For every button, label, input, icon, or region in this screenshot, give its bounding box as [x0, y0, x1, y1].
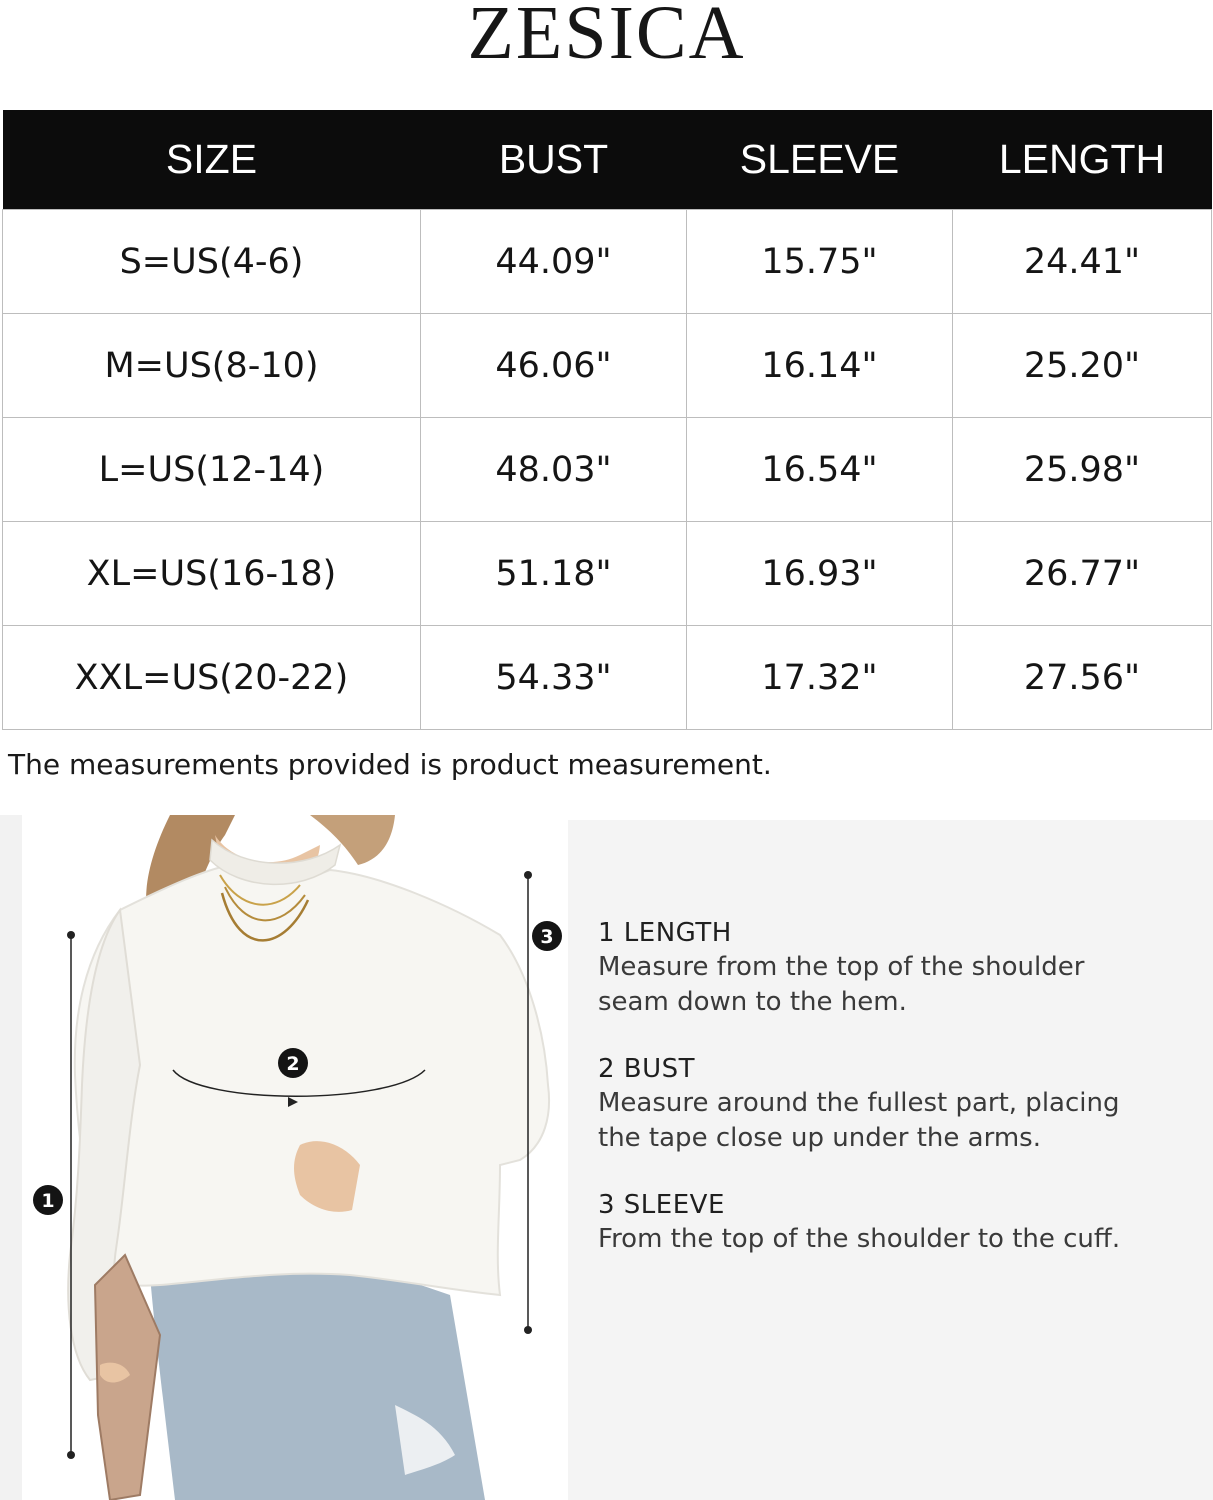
sleeve-measure-end	[524, 871, 532, 879]
marker-2	[278, 1048, 308, 1078]
table-row	[3, 418, 1212, 522]
bust-instruction-title: 2 BUST	[598, 1054, 696, 1084]
length-instruction-line: seam down to the hem.	[598, 987, 907, 1017]
column-header-size: SIZE	[3, 110, 421, 210]
table-row	[3, 314, 1212, 418]
size-cell: L=US(12-14)	[3, 418, 421, 522]
length-cell: 25.98"	[953, 418, 1212, 522]
sleeve-measure-end	[524, 1326, 532, 1334]
brand-logo: ZESICA	[467, 0, 746, 75]
length-cell: 25.20"	[953, 314, 1212, 418]
table-row	[3, 522, 1212, 626]
size-chart-table	[2, 110, 1212, 730]
sleeve-cell: 16.93"	[687, 522, 953, 626]
sweater	[75, 865, 549, 1295]
bust-cell: 51.18"	[421, 522, 687, 626]
model-illustration	[0, 815, 565, 1500]
photo-left-border	[0, 815, 22, 1500]
column-header-sleeve: SLEEVE	[687, 110, 953, 210]
length-instruction-line: Measure from the top of the shoulder	[598, 952, 1085, 982]
measurement-guide	[568, 820, 1213, 1500]
sleeve-cell: 16.54"	[687, 418, 953, 522]
model-photo	[0, 815, 565, 1500]
column-header-length: LENGTH	[953, 110, 1212, 210]
marker-3	[532, 921, 562, 951]
size-cell: M=US(8-10)	[3, 314, 421, 418]
bust-cell: 46.06"	[421, 314, 687, 418]
column-header-bust: BUST	[421, 110, 687, 210]
size-cell: XXL=US(20-22)	[3, 626, 421, 730]
size-cell: XL=US(16-18)	[3, 522, 421, 626]
length-cell: 24.41"	[953, 210, 1212, 314]
marker-1	[33, 1185, 63, 1215]
table-row	[3, 626, 1212, 730]
length-cell: 27.56"	[953, 626, 1212, 730]
sleeve-instruction	[598, 1188, 1198, 1257]
bust-cell: 54.33"	[421, 626, 687, 730]
bust-instruction-line: the tape close up under the arms.	[598, 1123, 1041, 1153]
sleeve-cell: 16.14"	[687, 314, 953, 418]
length-instruction	[598, 916, 1198, 1020]
length-cell: 26.77"	[953, 522, 1212, 626]
bust-instruction-line: Measure around the fullest part, placing	[598, 1088, 1120, 1118]
sleeve-instruction-title: 3 SLEEVE	[598, 1190, 725, 1220]
length-measure-end	[67, 931, 75, 939]
bust-cell: 44.09"	[421, 210, 687, 314]
marker-1-label: 1	[41, 1190, 55, 1212]
sleeve-instruction-line: From the top of the shoulder to the cuff.	[598, 1224, 1121, 1254]
measurement-note: The measurements provided is product measurement.	[8, 748, 772, 781]
sleeve-cell: 15.75"	[687, 210, 953, 314]
size-cell: S=US(4-6)	[3, 210, 421, 314]
sleeve-cell: 17.32"	[687, 626, 953, 730]
length-measure-end	[67, 1451, 75, 1459]
table-row	[3, 210, 1212, 314]
marker-2-label: 2	[286, 1053, 300, 1075]
bust-instruction	[598, 1052, 1198, 1156]
marker-3-label: 3	[540, 926, 554, 948]
length-instruction-title: 1 LENGTH	[598, 918, 732, 948]
bust-cell: 48.03"	[421, 418, 687, 522]
table-header-row	[3, 110, 1212, 210]
